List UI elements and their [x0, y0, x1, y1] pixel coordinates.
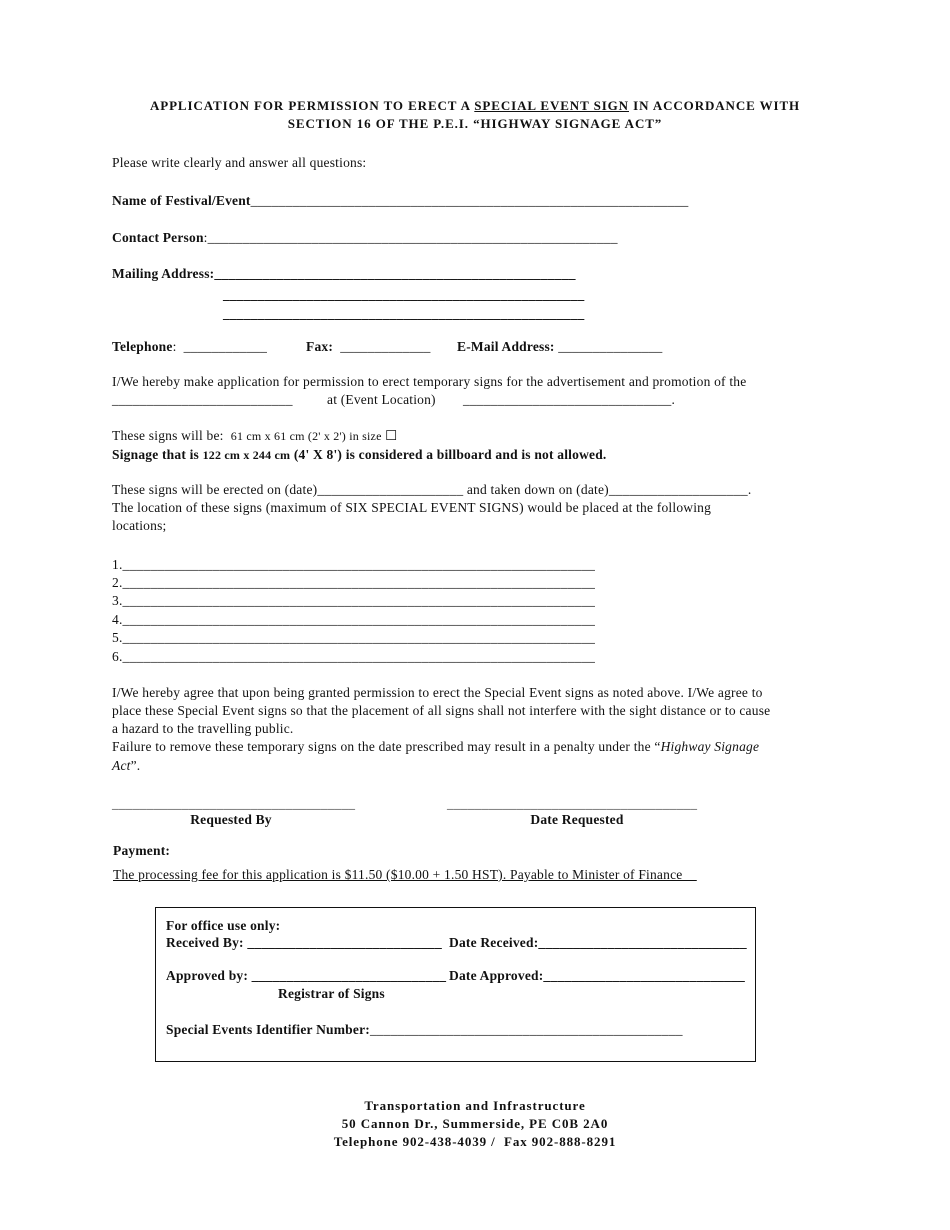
agreement-line3: a hazard to the travelling public. [112, 721, 294, 736]
penalty-line1 [112, 739, 759, 755]
identifier-label: Special Events Identifier Number: [166, 1022, 370, 1037]
mailing-address-field-1[interactable]: ____________________________________________________ [214, 266, 576, 281]
location-instruction-line1: The location of these signs (maximum of SIX SPECIAL EVENT SIGNS) would be placed at the following [112, 500, 712, 515]
mailing-address-row[interactable] [112, 266, 576, 282]
requested-by-line[interactable]: ___________________________________ [112, 796, 356, 811]
fax-field[interactable]: _____________ [333, 339, 431, 354]
penalty-line2 [112, 758, 140, 774]
mailing-address-label: Mailing Address: [112, 266, 215, 281]
location-field-6[interactable]: 6.____________________________________________________________________ [112, 649, 596, 664]
instructions: Please write clearly and answer all questions: [112, 155, 367, 170]
erect-takedown-dates[interactable]: These signs will be erected on (date)_____________________ and taken down on (date)____________________. [112, 482, 752, 497]
penalty-prefix: Failure to remove these temporary signs on the date prescribed may result in a penalty under the “ [112, 739, 661, 754]
sign-size-row [112, 428, 397, 444]
email-row[interactable] [457, 339, 662, 355]
penalty-act-name: Highway Signage [660, 739, 760, 754]
telephone-label: Telephone [112, 339, 173, 354]
location-field-5[interactable]: 5.____________________________________________________________________ [112, 630, 596, 645]
title-prefix: APPLICATION FOR PERMISSION TO ERECT A [149, 98, 475, 113]
office-use-heading: For office use only: [166, 918, 281, 933]
location-field-1[interactable]: 1.____________________________________________________________________ [112, 557, 596, 572]
sign-size-prefix: These signs will be: [112, 428, 231, 443]
footer-phone-fax: Telephone 902-438-4039 / Fax 902-888-8291 [333, 1134, 617, 1149]
fax-row[interactable] [306, 339, 431, 355]
event-name-label: Name of Festival/Event [112, 193, 251, 208]
email-label: E-Mail Address: [457, 339, 555, 354]
telephone-field[interactable]: : ____________ [172, 339, 268, 354]
agreement-line1: I/We hereby agree that upon being granted permission to erect the Special Event signs as noted above. I/We agree to [112, 685, 763, 700]
event-location-label: at (Event Location) [327, 392, 436, 407]
location-field-3[interactable]: 3.____________________________________________________________________ [112, 593, 596, 608]
sign-size-checkbox[interactable]: ☐ [385, 428, 398, 443]
email-field[interactable]: _______________ [554, 339, 663, 354]
event-name-field[interactable]: _______________________________________________________________ [250, 193, 689, 208]
location-field-2[interactable]: 2.____________________________________________________________________ [112, 575, 596, 590]
contact-person-field[interactable]: :___________________________________________________________ [203, 230, 618, 245]
date-requested-line[interactable]: ____________________________________ [447, 796, 698, 811]
application-statement-line1: I/We hereby make application for permission to erect temporary signs for the advertisement and promotion of the [112, 374, 747, 389]
payment-label: Payment: [113, 843, 171, 858]
contact-person-label: Contact Person [112, 230, 204, 245]
footer-address: 50 Cannon Dr., Summerside, PE C0B 2A0 [341, 1116, 609, 1131]
requested-by-label: Requested By [190, 812, 272, 827]
agreement-line2: place these Special Event signs so that the placement of all signs shall not interfere with the sight distance or to cause [112, 703, 771, 718]
location-instruction-line2: locations; [112, 518, 167, 533]
fax-label: Fax: [306, 339, 334, 354]
billboard-warning [112, 447, 607, 463]
date-received-field[interactable]: Date Received:______________________________ [449, 935, 747, 950]
warning-prefix: Signage that is [112, 447, 203, 462]
penalty-suffix: ”. [130, 758, 141, 773]
received-by-field[interactable]: Received By: ____________________________ [166, 935, 442, 950]
mailing-address-field-3[interactable]: ____________________________________________________ [223, 306, 585, 321]
form-title-line1 [0, 98, 950, 114]
event-promotion-field[interactable]: __________________________ [112, 392, 293, 407]
registrar-label: Registrar of Signs [278, 986, 385, 1001]
event-name-row[interactable] [112, 193, 688, 209]
identifier-row[interactable] [166, 1022, 683, 1038]
warning-size: 122 cm x 244 cm [202, 448, 291, 462]
date-approved-field[interactable]: Date Approved:_____________________________ [449, 968, 745, 983]
contact-person-row[interactable] [112, 230, 618, 246]
sign-size-text: 61 cm x 61 cm (2' x 2') in size [230, 429, 382, 443]
event-location-field[interactable]: ______________________________. [463, 392, 676, 407]
mailing-address-field-2[interactable]: ____________________________________________________ [223, 287, 585, 302]
location-field-4[interactable]: 4.____________________________________________________________________ [112, 612, 596, 627]
telephone-row[interactable] [112, 339, 267, 355]
penalty-act-word: Act [112, 758, 131, 773]
footer-department: Transportation and Infrastructure [364, 1098, 586, 1113]
date-requested-label: Date Requested [530, 812, 624, 827]
form-title-line2: SECTION 16 OF THE P.E.I. “HIGHWAY SIGNAGE ACT” [287, 116, 663, 131]
warning-suffix: (4' X 8') is considered a billboard and is not allowed. [290, 447, 607, 462]
identifier-field[interactable]: _____________________________________________ [369, 1022, 683, 1037]
title-underlined: SPECIAL EVENT SIGN [474, 98, 629, 113]
title-suffix: IN ACCORDANCE WITH [628, 98, 801, 113]
approved-by-field[interactable]: Approved by: ____________________________ [166, 968, 447, 983]
payment-text: The processing fee for this application is $11.50 ($10.00 + 1.50 HST). Payable to Minister of Finance [113, 867, 697, 882]
